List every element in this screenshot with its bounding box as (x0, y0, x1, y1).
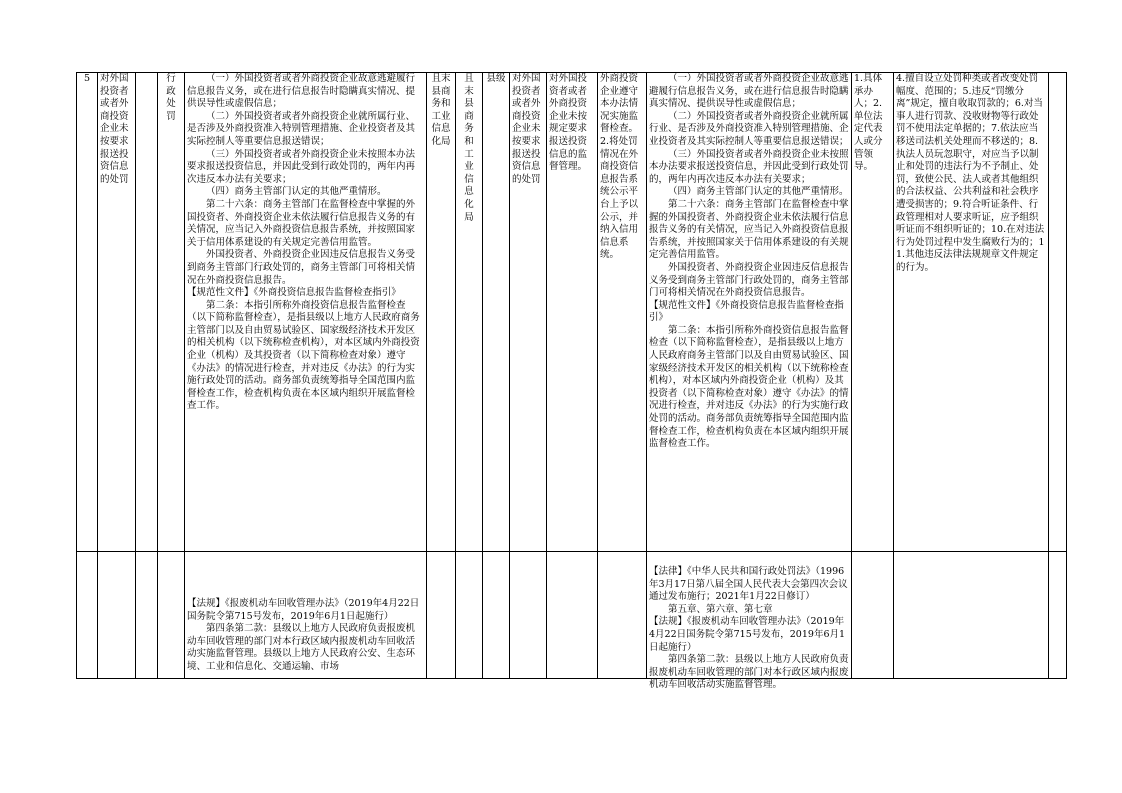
power-type-vertical-text (165, 73, 177, 123)
legal-paragraph: 第四条第二款：县级以上地方人民政府负责报废机动车回收管理的部门对本行政区域内报废机动车回收活动实施监督管理。县级以上地方人民政府公安、生态环境、工业和信息化、交通运输、市场 (187, 623, 416, 672)
legal-basis-cell (185, 73, 427, 552)
legal-paragraph: 外国投资者、外商投资企业因违反信息报告义务受到商务主管部门行政处罚的，商务主管部门可将相关情况在外商投资信息报告。 (187, 249, 416, 286)
department-vertical-cell (456, 552, 483, 679)
row-number (77, 552, 98, 679)
supervision-subject-cell: 对外国投资者或者外商投资企业未按要求报送投资信息的处罚 (510, 73, 547, 552)
vertical-char: 局 (464, 211, 474, 223)
legal-paragraph: 【规范性文件】《外商投资信息报告监督检查指引》 (187, 287, 401, 299)
item-name-cell (98, 552, 136, 679)
liability-cell: 4.擅自设立处罚种类或者改变处罚幅度、范围的；5.违反“罚缴分离”规定，擅自收取罚款的；6.对当事人进行罚款、没收财物等行政处罚不使用法定单据的；7.依法应当移送司法机关处理而不移送的；8.执法人员玩忽职守，对应当予以制止和处罚的违法行为不予制止、处罚，致使公民、法人或者其他组织的合法权益、公共利益和社会秩序遭受损害的；9.符合听证条件、行政管理相对人要求听证，应予组织听证而不组织听证的；10.在对违法行为处罚过程中发生腐败行为的；11.其他违反法律法规规章文件规定的行为。 (894, 73, 1049, 552)
item-name-cell: 对外国投资者或者外商投资企业未按要求报送投资信息的处罚 (98, 73, 136, 552)
legal-basis-cell-2 (647, 552, 852, 691)
power-type-cell (158, 552, 185, 679)
legal-paragraph: （二）外国投资者或者外商投资企业就所属行业、是否涉及外商投资准入特别管理措施、企业投资者及其实际控制人等重要信息报送错误； (649, 110, 849, 147)
vertical-char: 和 (464, 135, 474, 147)
vertical-char: 末 (464, 85, 474, 97)
power-list-table (76, 72, 1067, 691)
legal-basis-text-2 (649, 552, 849, 692)
table-row (77, 73, 1067, 552)
legal-paragraph: （四）商务主管部门认定的其他严重情形。 (206, 186, 387, 198)
legal-paragraph: 第二十六条：商务主管部门在监督检查中掌握的外国投资者、外商投资企业未依法履行信息报告义务的有关情况，应当记入外商投资信息报告系统，并按照国家关于信用体系建设的有关规定完善信用监管。 (187, 198, 416, 248)
measures-cell (598, 552, 647, 679)
department-vertical-text (463, 73, 475, 224)
legal-paragraph: （二）外国投资者或者外商投资企业就所属行业、是否涉及外商投资准入特别管理措施、企业投资者及其实际控制人等重要信息报送错误； (187, 110, 416, 147)
remark-cell (1049, 73, 1067, 552)
legal-basis-cell (185, 552, 427, 679)
vertical-char: 商 (464, 110, 474, 122)
responsibility-cell: 1.具体承办人；2.单位法定代表人或分管领导。 (852, 73, 894, 552)
legal-basis-cell-2 (647, 73, 852, 552)
sub-item-cell (136, 73, 158, 552)
remark-cell (1049, 552, 1067, 679)
legal-paragraph: 【法规】《报废机动车回收管理办法》（2019年4月22日国务院令第715号发布，2019年6月1日起施行） (649, 616, 846, 653)
legal-paragraph: 【法律】《中华人民共和国行政处罚法》（1996年3月17日第八届全国人民代表大会第四次会议通过发布施行；2021年1月22日修订） (649, 566, 848, 603)
vertical-char: 县 (464, 98, 474, 110)
sub-item-cell (136, 552, 158, 679)
legal-paragraph: 外国投资者、外商投资企业因违反信息报告义务受到商务主管部门行政处罚的，商务主管部门可将相关情况在外商投资信息报告。 (649, 261, 849, 299)
vertical-char: 化 (464, 198, 474, 210)
vertical-char: 息 (464, 186, 474, 198)
legal-basis-text-2 (649, 73, 849, 451)
row-number: 5 (77, 73, 98, 552)
liability-cell (894, 552, 1049, 679)
legal-paragraph: （三）外国投资者或者外商投资企业未按照本办法要求报送投资信息，并因此受到行政处罚的，两年内再次违反本办法有关要求； (187, 148, 416, 185)
measures-cell: 外商投资企业遵守本办法情况实施监督检查。2.将处罚情况在外商投资信息报告系统公示平台上予以公示，并纳入信用信息系统。 (598, 73, 647, 552)
legal-paragraph: 第二条：本指引所称外商投资信息报告监督检查（以下简称监督检查），是指县级以上地方人民政府商务主管部门以及自由贸易试验区、国家级经济技术开发区的相关机构（以下统称检查机构），对本区域内外商投资企业（机构）及其投资者（以下简称检查对象）遵守《办法》的情况进行检查，并对违反《办法》的行为实施行政处罚的活动。商务部负责统筹指导全国范围内监督检查工作，检查机构负责在本区域内组织开展监督检查工作。 (187, 299, 420, 412)
department-cell (427, 552, 456, 679)
responsibility-cell (852, 552, 894, 679)
power-type-cell (158, 73, 185, 552)
legal-basis-text (187, 552, 424, 674)
vertical-char: 且 (464, 73, 474, 84)
legal-paragraph: 第四条第二款：县级以上地方人民政府负责报废机动车回收管理的部门对本行政区域内报废机动车回收活动实施监督管理。 (649, 654, 849, 691)
legal-basis-text (187, 73, 424, 413)
legal-paragraph: 【规范性文件】《外商投资信息报告监督检查指引》 (649, 299, 844, 324)
vertical-char: 行 (166, 73, 176, 84)
table-row (77, 552, 1067, 679)
vertical-char: 工 (464, 148, 474, 160)
vertical-char: 信 (464, 173, 474, 185)
legal-paragraph: 第五章、第六章、第七章 (668, 603, 773, 615)
post-supervision-cell (547, 552, 598, 679)
supervision-subject-cell (510, 552, 547, 679)
vertical-char: 政 (166, 85, 176, 97)
vertical-char: 务 (464, 123, 474, 135)
department-name: 且末县商务和工业信息化局 (431, 73, 451, 147)
legal-paragraph: 第二条：本指引所称外商投资信息报告监督检查（以下简称监督检查），是指县级以上地方人民政府商务主管部门以及自由贸易试验区、国家级经济技术开发区的相关机构（以下统称检查机构），对本区域内外商投资企业（机构）及其投资者（以下简称检查对象）遵守《办法》的情况进行检查，并对违反《办法》的行为实施行政处罚的活动。商务部负责统筹指导全国范围内监督检查工作，检查机构负责在本区域内组织开展监督检查工作。 (649, 324, 849, 450)
level-cell (483, 552, 510, 679)
legal-paragraph: （四）商务主管部门认定的其他严重情形。 (668, 186, 849, 198)
legal-paragraph: （三）外国投资者或者外商投资企业未按照本办法要求报送投资信息，并因此受到行政处罚的，两年内再次违反本办法有关要求； (649, 148, 849, 185)
post-supervision-cell: 对外国投资者或者外商投资企业未按规定要求报送投资信息的监督管理。 (547, 73, 598, 552)
legal-paragraph: （一）外国投资者或者外商投资企业故意逃避履行信息报告义务，或在进行信息报告时隐瞒真实情况、提供误导性或虚假信息； (187, 73, 416, 110)
department-cell (427, 73, 456, 552)
legal-paragraph: 第二十六条：商务主管部门在监督检查中掌握的外国投资者、外商投资企业未依法履行信息报告义务的有关情况，应当记入外商投资信息报告系统，并按照国家关于信用体系建设的有关规定完善信用监管。 (649, 198, 849, 261)
vertical-char: 罚 (166, 110, 176, 122)
vertical-char: 业 (464, 161, 474, 173)
legal-paragraph: 【法规】《报废机动车回收管理办法》（2019年4月22日国务院令第715号发布，2019年6月1日起施行） (187, 598, 420, 622)
legal-paragraph: （一）外国投资者或者外商投资企业故意逃避履行信息报告义务，或在进行信息报告时隐瞒真实情况、提供误导性或虚假信息； (649, 73, 849, 110)
level-cell: 县级 (483, 73, 510, 552)
department-vertical-cell (456, 73, 483, 552)
vertical-char: 处 (166, 98, 176, 110)
